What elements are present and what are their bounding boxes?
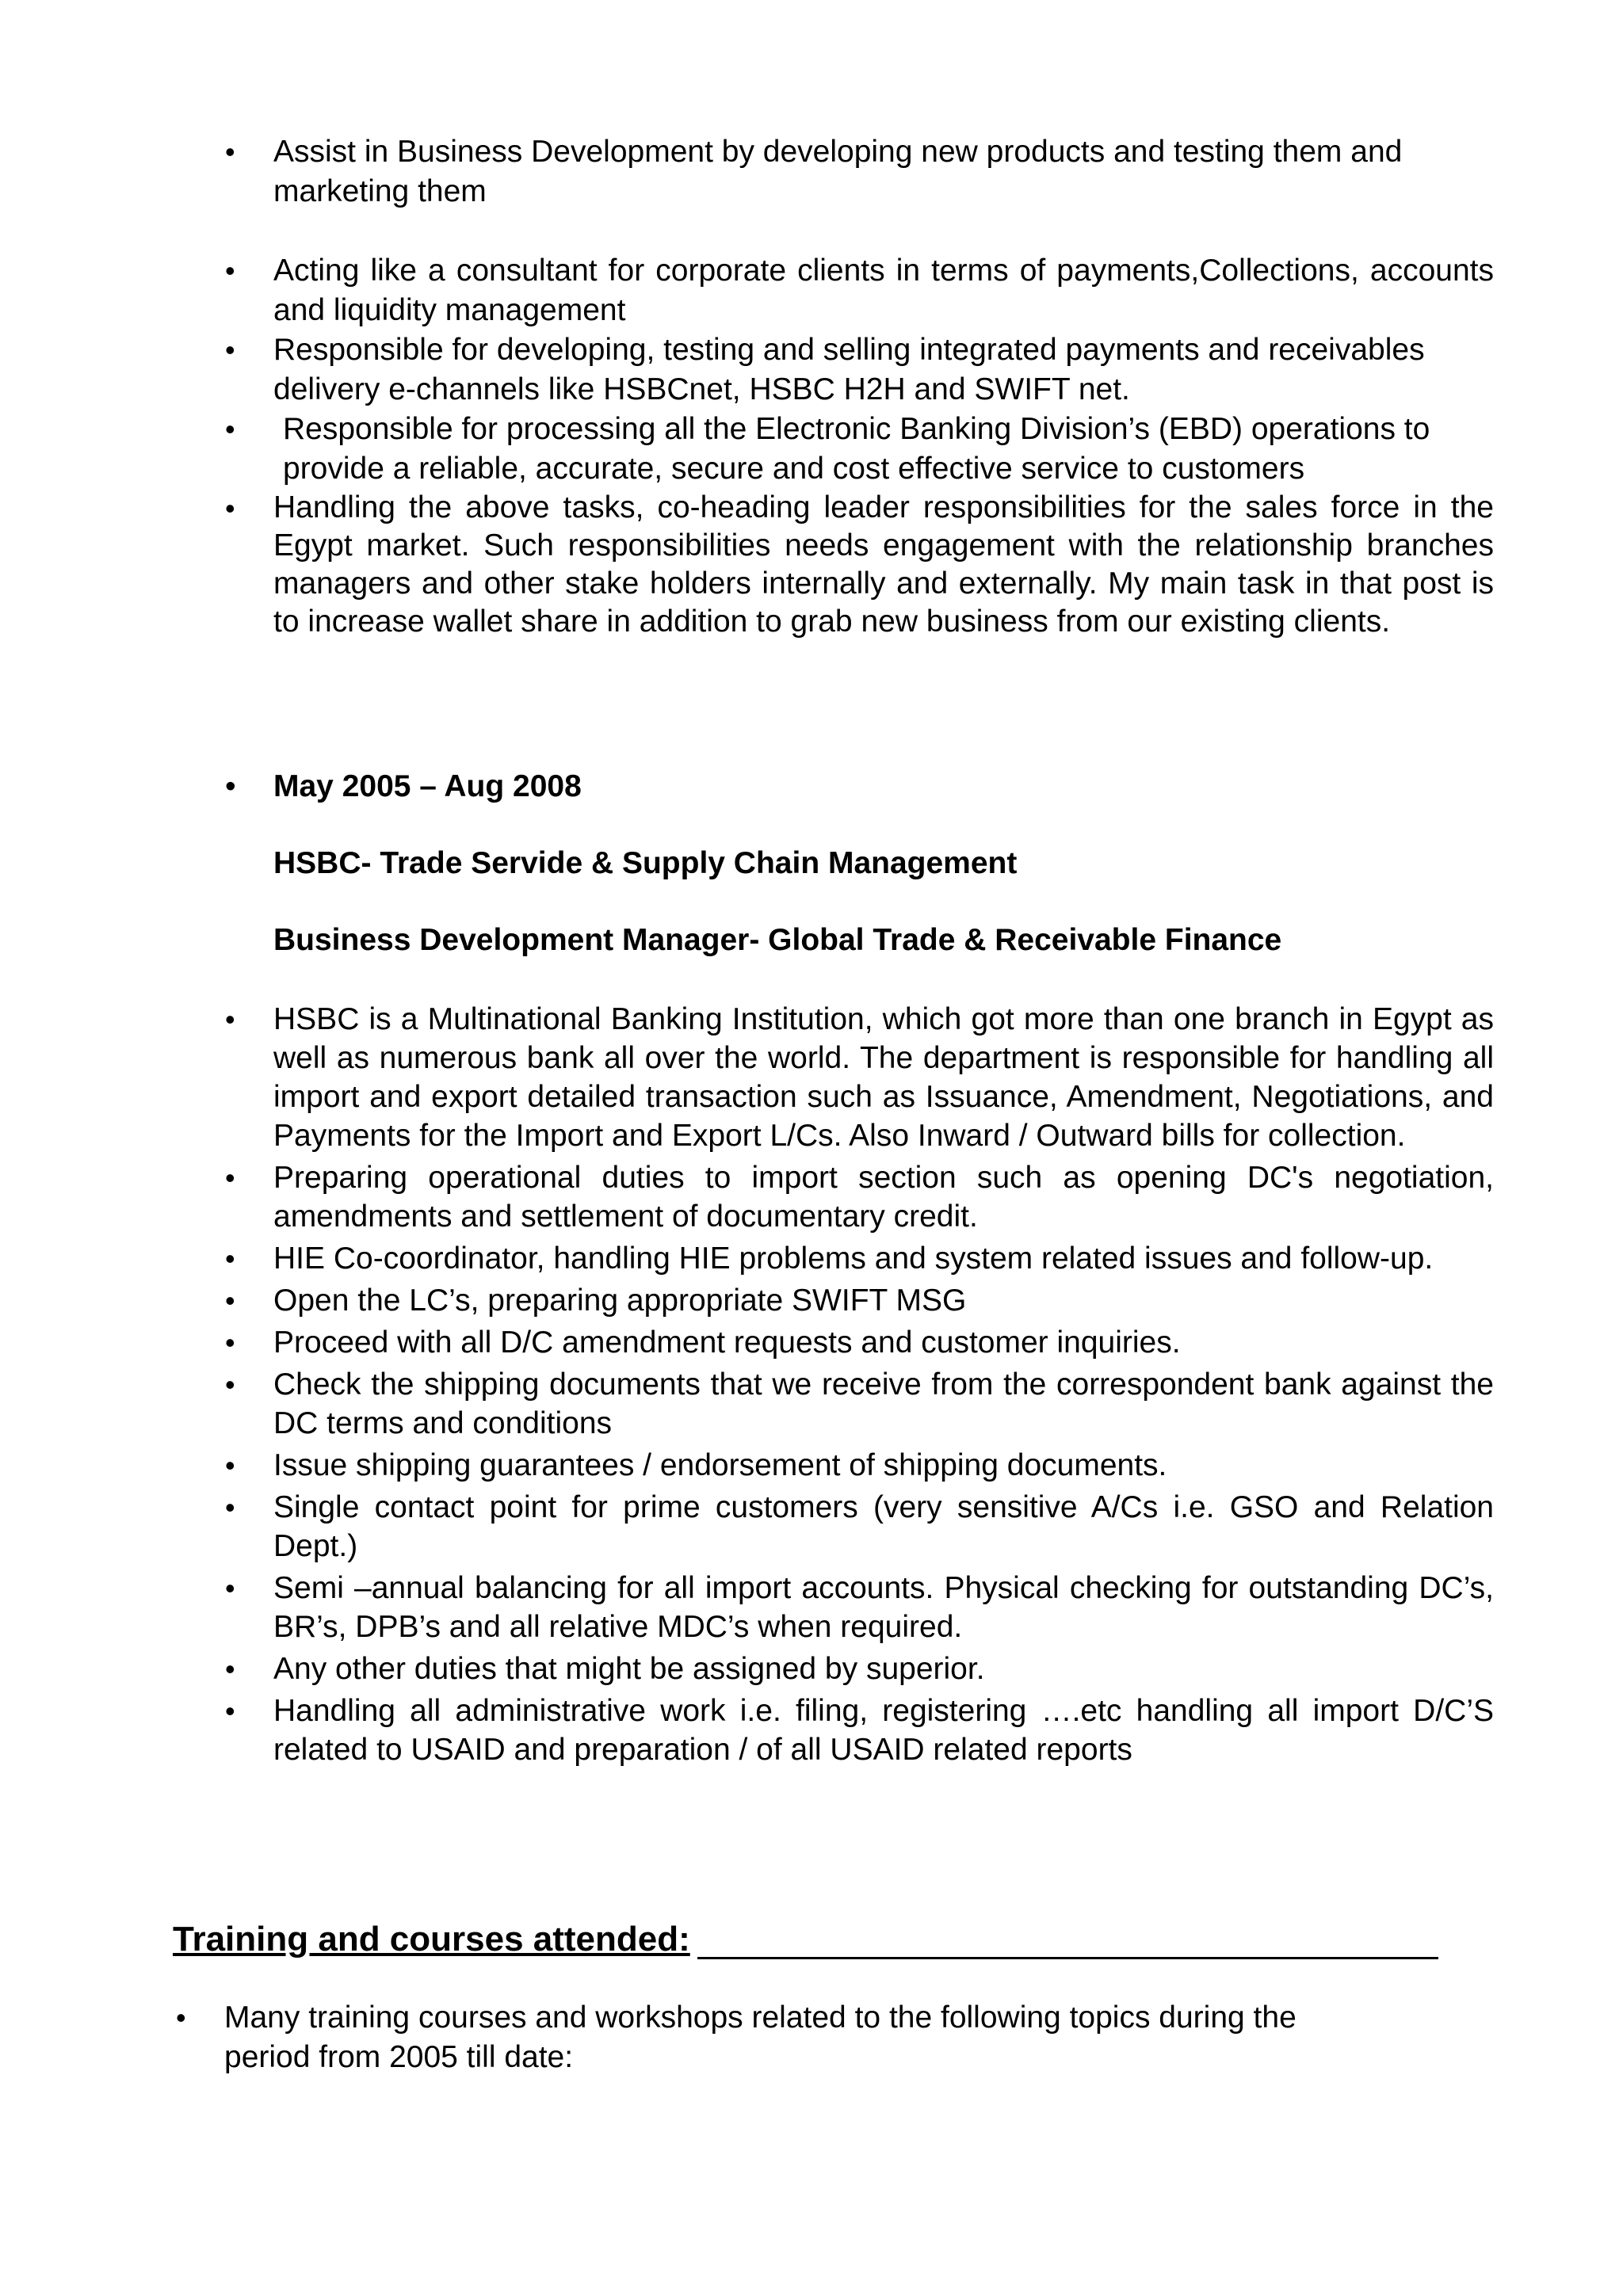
bullet-icon: • (225, 1449, 235, 1482)
list-item: • Responsible for processing all the Electronic Banking Division’s (EBD) operations to provide a reliable, accurate, secure and cost effective service to customers (273, 410, 1480, 489)
training-heading: Training and courses attended: (173, 1920, 690, 1958)
list-item: • HSBC is a Multinational Banking Institution, which got more than one branch in Egypt as well as numerous bank all over the world. The department is responsible for handling all import and export detailed transaction such as Issuance, Amendment, Negotiations, and Payments for the Import and Export L/Cs. Also Inward / Outward bills for collection. (273, 1000, 1494, 1155)
bullet-icon: • (225, 1161, 235, 1194)
bullet-icon: • (225, 1368, 235, 1401)
bullet-icon: • (225, 1653, 235, 1685)
list-item: • Semi –annual balancing for all import accounts. Physical checking for outstanding DC’s, BR’s, DPB’s and all relative MDC’s when required. (273, 1569, 1494, 1646)
list-item: • Assist in Business Development by developing new products and testing them and marketing them (273, 132, 1462, 212)
bullet-icon: • (225, 1572, 235, 1604)
bullet-icon: • (225, 1695, 235, 1727)
list-item: • HIE Co-coordinator, handling HIE problems and system related issues and follow-up. (273, 1239, 1494, 1278)
list-item: • Any other duties that might be assigned by superior. (273, 1650, 1494, 1688)
bullet-icon: • (225, 769, 236, 803)
list-item: • Check the shipping documents that we receive from the correspondent bank against the DC terms and conditions (273, 1365, 1494, 1443)
job-dates: May 2005 – Aug 2008 (273, 769, 582, 803)
bullet-icon: • (225, 413, 235, 445)
list-item: • Handling all administrative work i.e. filing, registering ….etc handling all import D/C’S related to USAID and preparation / of all USAID related reports (273, 1691, 1494, 1769)
responsibilities-list (225, 132, 1494, 641)
heading-underline (697, 1957, 1438, 1959)
list-item: • Single contact point for prime customers (very sensitive A/Cs i.e. GSO and Relation Dept.) (273, 1488, 1494, 1566)
bullet-icon: • (225, 334, 235, 366)
bullet-icon: • (225, 492, 235, 524)
list-item: • Open the LC’s, preparing appropriate SWIFT MSG (273, 1281, 1494, 1320)
bullet-icon: • (225, 1326, 235, 1359)
duties-list (225, 1000, 1494, 1769)
job-title: Business Development Manager- Global Trade & Receivable Finance (273, 923, 1282, 957)
bullet-icon: • (225, 135, 235, 168)
bullet-icon: • (225, 1242, 235, 1275)
list-item: • Proceed with all D/C amendment requests and customer inquiries. (273, 1323, 1494, 1362)
bullet-icon: • (225, 1003, 235, 1035)
job-company: HSBC- Trade Servide & Supply Chain Management (273, 846, 1018, 880)
list-item: • Responsible for developing, testing and selling integrated payments and receivables delivery e-channels like HSBCnet, HSBC H2H and SWIFT net. (273, 330, 1494, 410)
list-item: • Handling the above tasks, co-heading leader responsibilities for the sales force in the Egypt market. Such responsibilities needs engagement with the relationship branches managers and other stake holders internally and externally. My main task in that post is to increase wallet share in addition to grab new business from our existing clients. (225, 490, 1494, 639)
job-header (225, 767, 1494, 960)
bullet-icon: • (225, 254, 235, 287)
bullet-icon: • (225, 1491, 235, 1524)
training-list (176, 1998, 1381, 2077)
bullet-icon: • (225, 1284, 235, 1317)
list-item: • Issue shipping guarantees / endorsement of shipping documents. (273, 1446, 1494, 1485)
list-item: • Acting like a consultant for corporate clients in terms of payments,Collections, accounts and liquidity management (273, 251, 1494, 330)
list-item: • Preparing operational duties to import section such as opening DC's negotiation, amendments and settlement of documentary credit. (273, 1158, 1494, 1236)
bullet-icon: • (176, 2001, 186, 2034)
list-item: • Many training courses and workshops related to the following topics during the period from 2005 till date: (224, 1998, 1381, 2077)
